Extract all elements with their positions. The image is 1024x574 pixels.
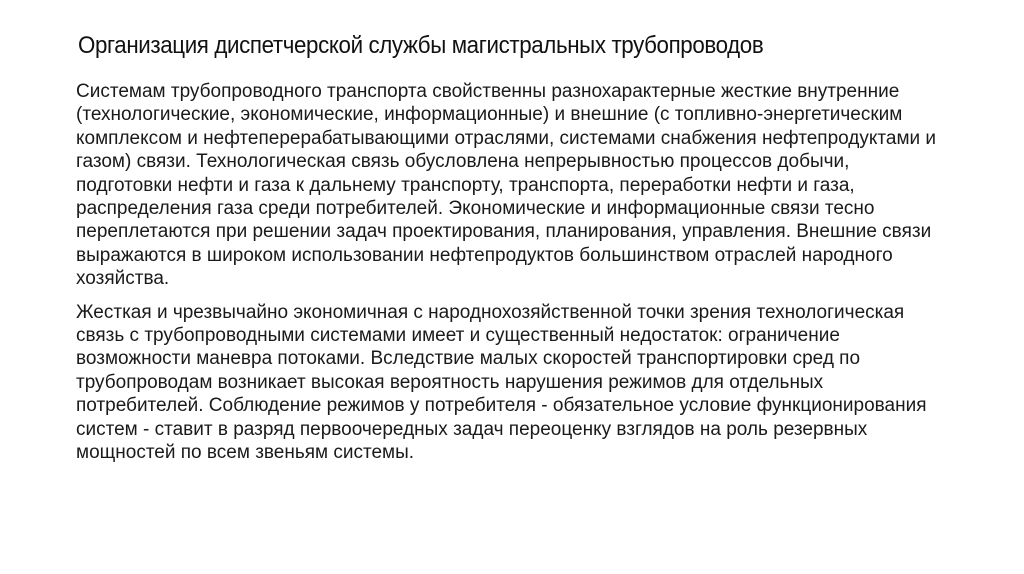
- slide-title: Организация диспетчерской службы магистральных трубопроводов: [78, 32, 764, 59]
- slide-body: [76, 80, 946, 475]
- paragraph-1: Системам трубопроводного транспорта свойственны разнохарактерные жесткие внутренние (технологические, экономические, информационные) и внешние (с топливно-энергетическим комплексом и нефтеперерабатывающими отраслями, системами снабжения нефтепродуктами и газом) связи. Технологическая связь обусловлена непрерывностью процессов добычи, подготовки нефти и газа к дальнему транспорту, транспорта, переработки нефти и газа, распределения газа среди потребителей. Экономические и информационные связи тесно переплетаются при решении задач проектирования, планирования, управления. Внешние связи выражаются в широком использовании нефтепродуктов большинством отраслей народного хозяйства.: [76, 81, 937, 290]
- paragraph-2: Жесткая и чрезвычайно экономичная с народнохозяйственной точки зрения технологическая связь с трубопроводными системами имеет и существенный недостаток: ограничение возможности маневра потоками. Вследствие малых скоростей транспортировки сред по трубопроводам возникает высокая вероятность нарушения режимов для отдельных потребителей. Соблюдение режимов у потребителя - обязательное условие функционирования систем - ставит в разряд первоочередных задач переоценку взглядов на роль резервных мощностей по всем звеньям системы.: [76, 301, 927, 464]
